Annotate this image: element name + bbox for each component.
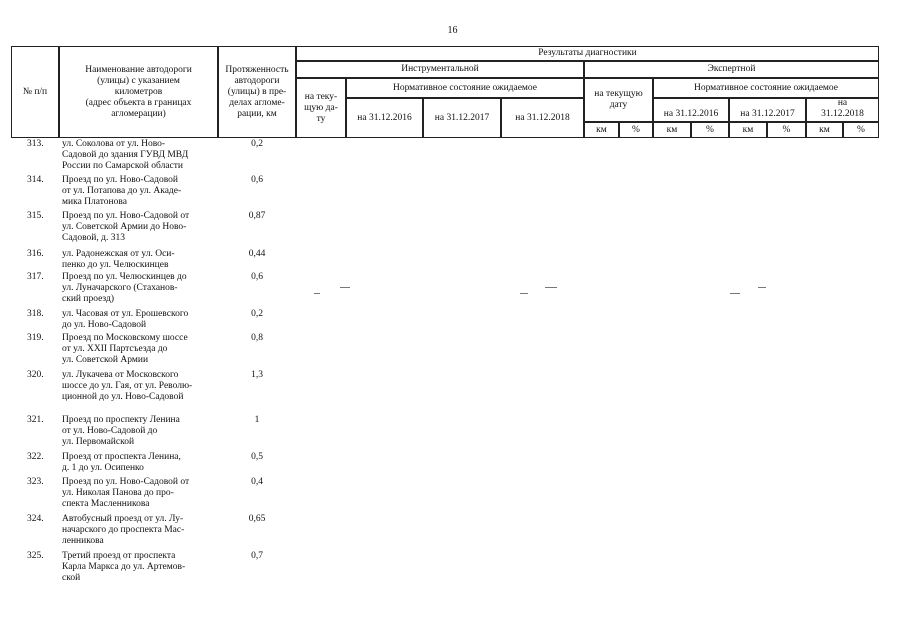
road-length: 1,3 <box>251 370 263 380</box>
road-name: ул. Радонежская от ул. Оси- пенко до ул. Челюскинцев <box>62 249 175 270</box>
road-length: 0,4 <box>251 477 263 487</box>
header-length: Протяженность автодороги (улицы) в пре- делах агломе- рации, км <box>218 46 296 138</box>
scan-speck <box>730 293 740 294</box>
header-current-instrumental: на теку- щую да- ту <box>296 78 346 138</box>
scan-speck <box>520 293 528 294</box>
header-2018-km: км <box>806 122 843 138</box>
header-expert: Экспертной <box>584 61 879 78</box>
row-number: 325. <box>27 551 44 561</box>
road-name: ул. Соколова от ул. Ново- Садовой до здания ГУВД МВД России по Самарской области <box>62 139 189 171</box>
road-length: 0,7 <box>251 551 263 561</box>
header-results: Результаты диагностики <box>296 46 879 61</box>
road-length: 0,5 <box>251 452 263 462</box>
road-name: Третий проезд от проспекта Карла Маркса до ул. Артемов- ской <box>62 551 186 583</box>
row-number: 324. <box>27 514 44 524</box>
road-name: Проезд по ул. Ново-Садовой от ул. Николая Панова до про- спекта Масленникова <box>62 477 190 509</box>
header-2016-km: км <box>653 122 691 138</box>
road-name: Проезд по Московскому шоссе от ул. XXII Партсъезда до ул. Советской Армии <box>62 333 188 365</box>
header-current-pct: % <box>619 122 653 138</box>
road-length: 0,65 <box>248 514 266 524</box>
scan-speck <box>314 293 320 294</box>
header-2016-expert: на 31.12.2016 <box>653 98 729 122</box>
row-number: 315. <box>27 211 44 221</box>
header-num: № п/п <box>11 46 59 138</box>
scan-speck <box>758 287 766 288</box>
header-2017-km: км <box>729 122 767 138</box>
road-name: ул. Лукачева от Московского шоссе до ул. Гая, от ул. Револю- ционной до ул. Ново-Садовой <box>62 370 193 402</box>
road-length: 0,8 <box>251 333 263 343</box>
road-length: 0,2 <box>251 309 263 319</box>
header-2017-expert: на 31.12.2017 <box>729 98 806 122</box>
road-name: ул. Часовая от ул. Ерошевского до ул. Ново-Садовой <box>62 309 189 330</box>
row-number: 323. <box>27 477 44 487</box>
scan-speck <box>340 287 350 288</box>
row-number: 317. <box>27 272 44 282</box>
header-2018-instrumental: на 31.12.2018 <box>501 98 584 138</box>
row-number: 314. <box>27 175 44 185</box>
row-number: 313. <box>27 139 44 149</box>
header-name: Наименование автодороги (улицы) с указанием километров (адрес объекта в границах агломерации) <box>59 46 218 138</box>
page-number: 16 <box>447 25 458 36</box>
scan-speck <box>545 287 557 288</box>
road-length: 0,6 <box>251 175 263 185</box>
road-name: Проезд по ул. Челюскинцев до ул. Луначарского (Стаханов- ский проезд) <box>62 272 187 304</box>
row-number: 316. <box>27 249 44 259</box>
header-current-expert: на текущую дату <box>584 78 653 122</box>
road-name: Автобусный проезд от ул. Лу- начарского до проспекта Мас- ленникова <box>62 514 185 546</box>
header-current-km: км <box>584 122 619 138</box>
header-normative-expert: Нормативное состояние ожидаемое <box>653 78 879 98</box>
header-2018-expert: на 31.12.2018 <box>806 98 879 122</box>
header-2016-instrumental: на 31.12.2016 <box>346 98 423 138</box>
road-name: Проезд по проспекту Ленина от ул. Ново-Садовой до ул. Первомайской <box>62 415 180 447</box>
header-2017-instrumental: на 31.12.2017 <box>423 98 501 138</box>
row-number: 320. <box>27 370 44 380</box>
road-length: 0,6 <box>251 272 263 282</box>
road-name: Проезд по ул. Ново-Садовой от ул. Советской Армии до Ново- Садовой, д. 313 <box>62 211 190 243</box>
row-number: 321. <box>27 415 44 425</box>
row-number: 322. <box>27 452 44 462</box>
header-2018-pct: % <box>843 122 879 138</box>
road-length: 0,2 <box>251 139 263 149</box>
road-name: Проезд от проспекта Ленина, д. 1 до ул. Осипенко <box>62 452 181 473</box>
row-number: 318. <box>27 309 44 319</box>
road-length: 1 <box>254 415 260 425</box>
road-length: 0,87 <box>248 211 266 221</box>
header-instrumental: Инструментальной <box>296 61 584 78</box>
row-number: 319. <box>27 333 44 343</box>
road-length: 0,44 <box>248 249 266 259</box>
road-name: Проезд по ул. Ново-Садовой от ул. Потапова до ул. Акаде- мика Платонова <box>62 175 182 207</box>
header-2016-pct: % <box>691 122 729 138</box>
header-normative-instrumental: Нормативное состояние ожидаемое <box>346 78 584 98</box>
header-2017-pct: % <box>767 122 806 138</box>
